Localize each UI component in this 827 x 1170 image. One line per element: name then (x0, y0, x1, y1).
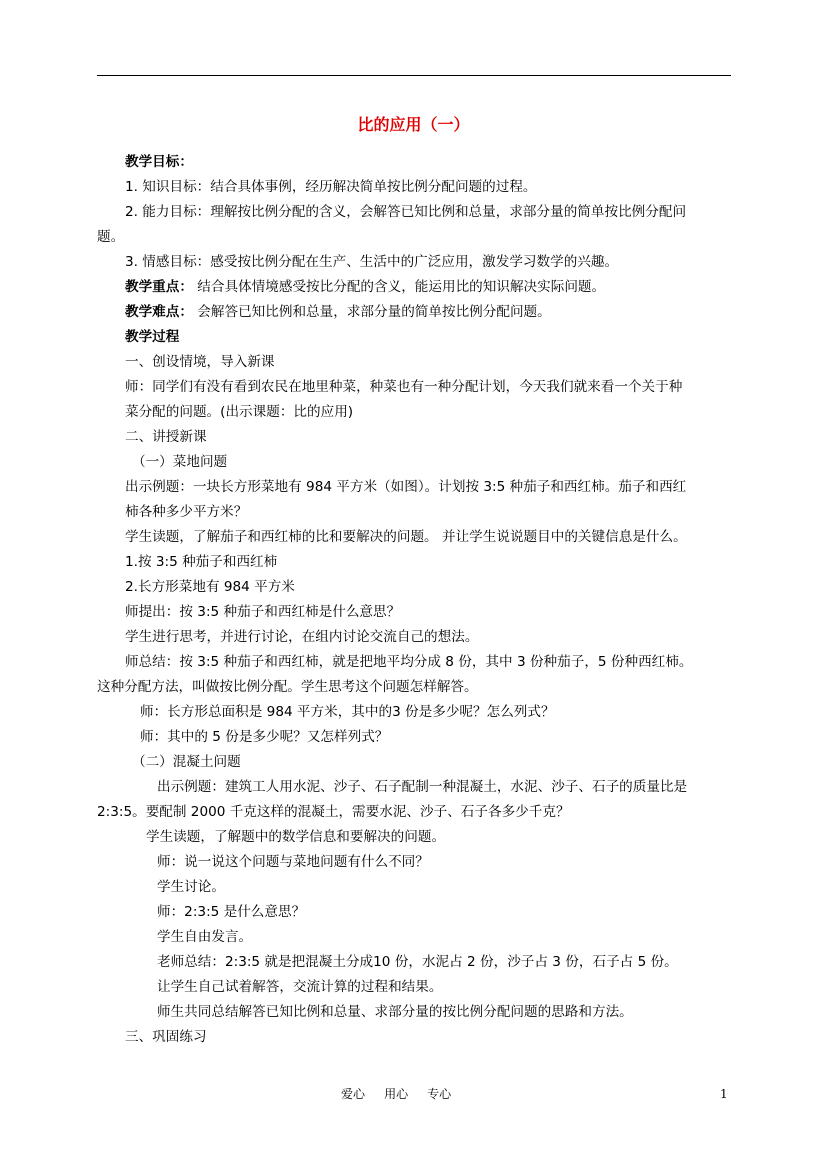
text-line: 师：2:3:5 是什么意思？ (157, 904, 306, 920)
page-footer (0, 1084, 827, 1104)
text-line: （一）菜地问题 (132, 454, 228, 470)
text-line: 学生读题，了解茄子和西红柿的比和要解决的问题。 并让学生说说题目中的关键信息是什么。 (125, 529, 687, 545)
text-line: 1. 知识目标：结合具体事例，经历解决简单按比例分配问题的过程。 (125, 179, 537, 195)
text-line: 师：长方形总面积是 984 平方米，其中的3 份是多少呢？怎么列式？ (140, 704, 555, 720)
header-rule (97, 75, 731, 76)
document-body (97, 150, 731, 1050)
text-line: 一、创设情境，导入新课 (125, 354, 275, 370)
text-line: 二、讲授新课 (125, 429, 207, 445)
text-line: 三、巩固练习 (125, 1029, 207, 1045)
text-line: 师生共同总结解答已知比例和总量、求部分量的按比例分配问题的思路和方法。 (157, 1004, 633, 1020)
text-line: 师：其中的 5 份是多少呢？又怎样列式？ (140, 729, 389, 745)
text-line: 师：说一说这个问题与菜地问题有什么不同？ (157, 854, 429, 870)
line-text: 会解答已知比例和总量，求部分量的简单按比例分配问题。 (192, 304, 551, 320)
text-line: 学生讨论。 (157, 879, 225, 895)
text-line: 教学过程 (125, 329, 180, 345)
text-line: 这种分配方法，叫做按比例分配。学生思考这个问题怎样解答。 (97, 679, 478, 695)
text-line: 3. 情感目标：感受按比例分配在生产、生活中的广泛应用，激发学习数学的兴趣。 (125, 254, 619, 270)
line-label: 教学重点： (125, 279, 193, 295)
text-line: 1.按 3:5 种茄子和西红柿 (125, 554, 278, 570)
text-line: 老师总结：2:3:5 就是把混凝土分成10 份，水泥占 2 份，沙子占 3 份，石子占 5 份。 (157, 954, 678, 970)
text-line: 2.长方形菜地有 984 平方米 (125, 579, 295, 595)
text-line: 2:3:5。要配制 2000 千克这样的混凝土，需要水泥、沙子、石子各多少千克？ (97, 804, 570, 820)
text-line: 让学生自己试着解答，交流计算的过程和结果。 (157, 979, 443, 995)
text-line: 学生进行思考，并进行讨论，在组内讨论交流自己的想法。 (125, 629, 479, 645)
text-line: 学生自由发言。 (157, 929, 253, 945)
text-line: 师提出：按 3:5 种茄子和西红柿是什么意思？ (125, 604, 401, 620)
document-title: 比的应用（一） (357, 115, 470, 134)
text-line: 菜分配的问题。(出示课题：比的应用) (125, 404, 354, 420)
text-line: 出示例题：建筑工人用水泥、沙子、石子配制一种混凝土，水泥、沙子、石子的质量比是 (157, 779, 688, 795)
text-line: （二）混凝土问题 (132, 754, 241, 770)
text-line: 出示例题：一块长方形菜地有 984 平方米（如图）。计划按 3:5 种茄子和西红柿。茄子和西红 (125, 479, 687, 495)
text-line: 学生读题，了解题中的数学信息和要解决的问题。 (146, 829, 446, 845)
text-line (97, 275, 731, 300)
text-line: 柿各种多少平方米？ (125, 504, 248, 520)
text-line: 师总结：按 3:5 种茄子和西红柿，就是把地平均分成 8 份，其中 3 份种茄子，5 份种西红柿。 (125, 654, 693, 670)
line-text: 结合具体情境感受按比分配的含义，能运用比的知识解决实际问题。 (192, 279, 606, 295)
text-line: 师：同学们有没有看到农民在地里种菜，种菜也有一种分配计划，今天我们就来看一个关于种 (125, 379, 683, 395)
text-line: 2. 能力目标：理解按比例分配的含义，会解答已知比例和总量，求部分量的简单按比例分配问 (125, 204, 687, 220)
footer-slogan: 爱心 用心 专心 (341, 1087, 452, 1101)
page-number: 1 (720, 1087, 728, 1101)
line-label: 教学难点： (125, 304, 193, 320)
text-line (97, 300, 731, 325)
text-line: 教学目标： (125, 154, 193, 170)
text-line: 题。 (97, 229, 125, 245)
